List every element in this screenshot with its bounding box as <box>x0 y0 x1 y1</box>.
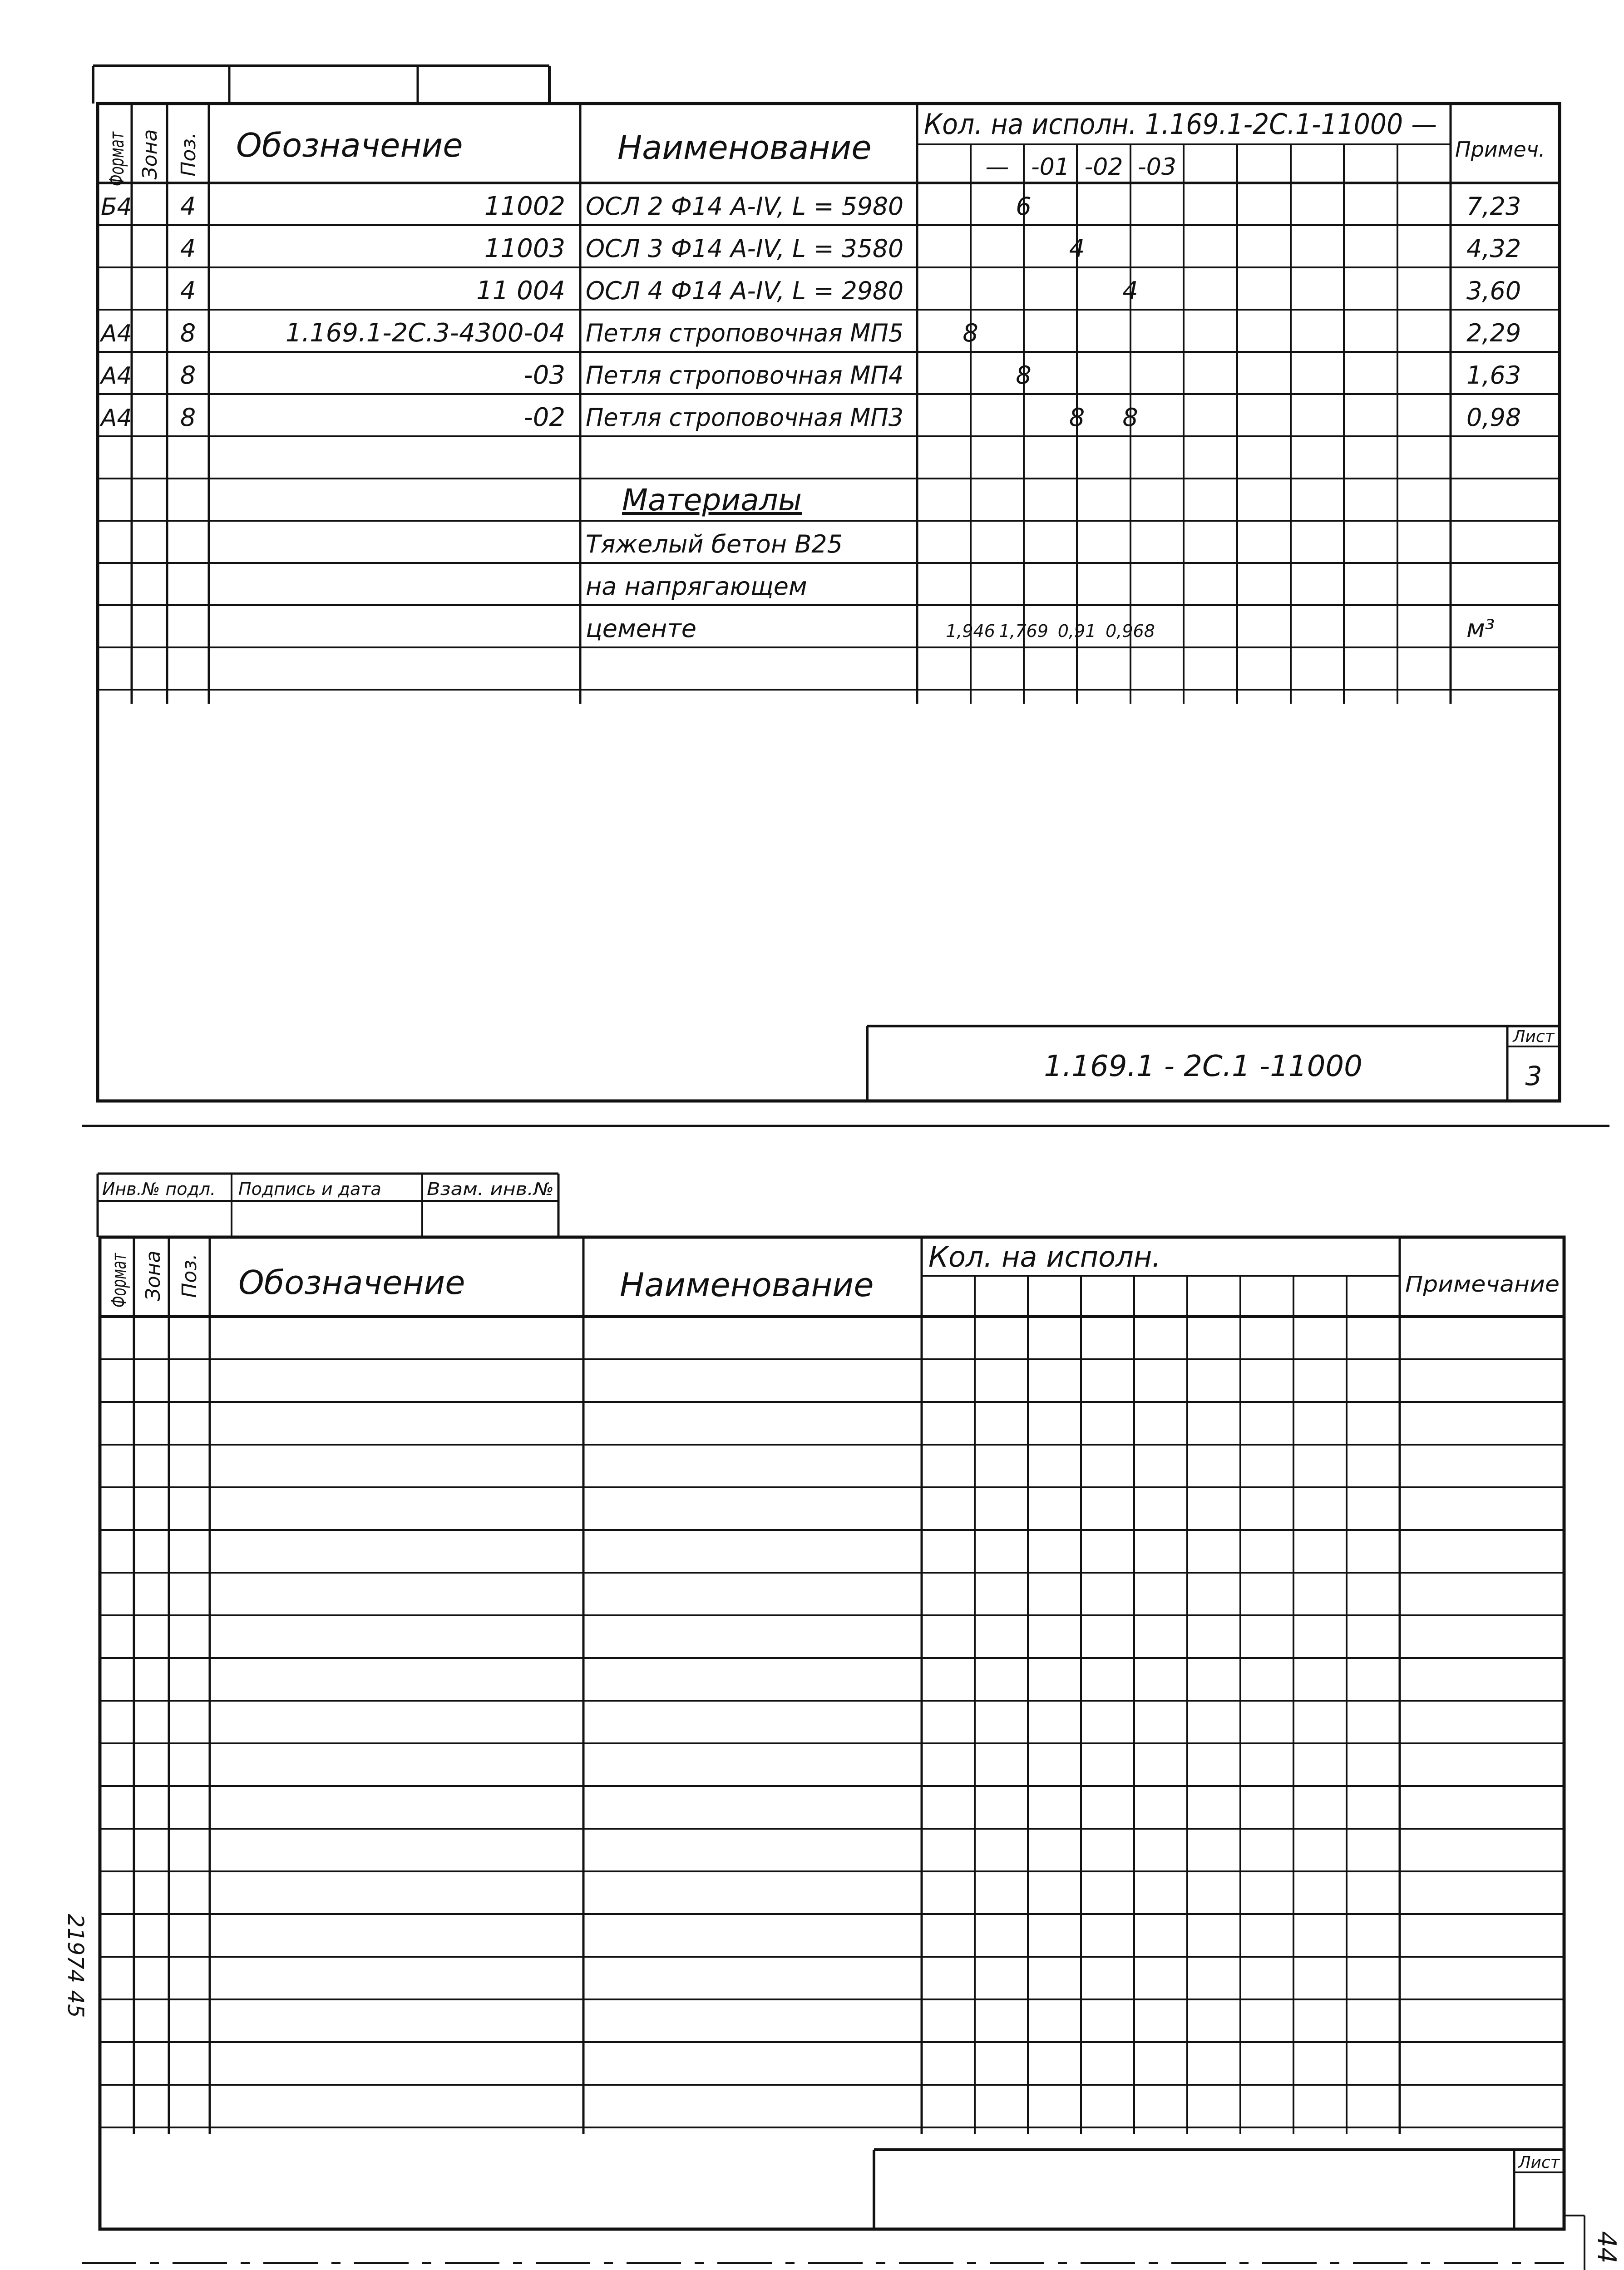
cell-format: А4 <box>101 362 132 390</box>
stamp-signature-date: Подпись и дата <box>238 1179 381 1199</box>
header-note: Примечание <box>1405 1272 1560 1297</box>
cell-note: 0,98 <box>1466 403 1521 432</box>
stamp-inv-no: Инв.№ подл. <box>102 1179 216 1199</box>
cell-qty: 1,946 <box>946 621 995 641</box>
cell-name: цементе <box>586 614 696 643</box>
cell-note: м³ <box>1466 614 1495 643</box>
cell-note: 2,29 <box>1466 319 1521 347</box>
cell-pos: 4 <box>180 234 196 263</box>
cell-note: 1,63 <box>1466 361 1521 390</box>
cell-qty: 4 <box>1069 234 1085 263</box>
cell-name: ОСЛ 4 Ф14 А-IV, L = 2980 <box>586 276 903 305</box>
cell-designation: 11 004 <box>476 276 565 306</box>
sheet-label: Лист <box>1513 1027 1555 1046</box>
cell-qty: 4 <box>1122 276 1138 305</box>
cell-designation: 11002 <box>484 192 565 221</box>
header-qty: Кол. на исполн. <box>928 1240 1161 1273</box>
cell-name: Тяжелый бетон В25 <box>586 530 843 558</box>
sheet-label: Лист <box>1518 2153 1560 2172</box>
cell-name: ОСЛ 3 Ф14 А-IV, L = 3580 <box>586 234 903 263</box>
cell-pos: 8 <box>180 361 196 390</box>
cell-note: 4,32 <box>1466 234 1521 263</box>
cell-qty: 8 <box>1122 403 1138 432</box>
variant-label: -02 <box>1084 153 1123 181</box>
cell-pos: 4 <box>180 276 196 305</box>
variant-label: — <box>985 153 1009 181</box>
section-title: Материалы <box>622 483 802 518</box>
cell-designation: -02 <box>523 403 565 432</box>
cell-pos: 8 <box>180 319 196 347</box>
header-zone: Зона <box>142 1250 165 1301</box>
stamp-replaced-inv: Взам. инв.№ <box>427 1179 554 1199</box>
cell-pos: 8 <box>180 403 196 432</box>
cell-pos: 4 <box>180 192 196 221</box>
cell-name: ОСЛ 2 Ф14 А-IV, L = 5980 <box>586 192 903 221</box>
cell-designation: 11003 <box>484 234 565 263</box>
cell-format: А4 <box>101 405 132 432</box>
header-pos: Поз. <box>178 1253 201 1298</box>
cell-designation: 1.169.1-2С.3-4300-04 <box>285 318 565 348</box>
page-number: 44 <box>1592 2231 1621 2264</box>
drawing-code: 1.169.1 - 2С.1 -11000 <box>1044 1050 1362 1083</box>
cell-qty: 1,769 <box>999 621 1048 641</box>
header-pos: Поз. <box>177 132 200 177</box>
header-qty: Кол. на исполн. 1.169.1-2С.1-11000 — <box>924 108 1437 141</box>
cell-qty: 0,968 <box>1106 621 1155 641</box>
cell-designation: -03 <box>523 360 565 390</box>
header-designation: Обозначение <box>238 1263 465 1302</box>
sheet-number: 3 <box>1525 1061 1542 1091</box>
margin-note: 21974 45 <box>63 1914 88 2018</box>
header-format: Формат <box>108 1226 131 1308</box>
header-designation: Обозначение <box>236 126 463 164</box>
variant-label: -03 <box>1138 153 1176 181</box>
cell-format: А4 <box>101 320 132 347</box>
frame-border <box>100 1226 1564 2229</box>
cell-name: Петля строповочная МП3 <box>586 403 903 432</box>
cell-qty: 6 <box>1016 192 1032 221</box>
cell-qty: 8 <box>1016 361 1032 390</box>
cell-qty: 8 <box>1069 403 1085 432</box>
cell-format: Б4 <box>101 193 132 221</box>
cell-qty: 0,91 <box>1057 621 1096 641</box>
cell-qty: 8 <box>963 319 978 347</box>
drawing-labels <box>63 105 1621 2264</box>
cell-name: на напрягающем <box>586 572 807 601</box>
cell-name: Петля строповочная МП4 <box>586 361 903 390</box>
header-zone: Зона <box>138 129 162 180</box>
header-note: Примеч. <box>1455 137 1545 162</box>
header-format: Формат <box>105 105 128 186</box>
variant-label: -01 <box>1031 153 1070 181</box>
cell-note: 7,23 <box>1466 192 1521 221</box>
drawing-frame <box>82 66 1609 2270</box>
header-name: Наименование <box>617 128 872 167</box>
cell-name: Петля строповочная МП5 <box>586 319 903 347</box>
header-name: Наименование <box>620 1266 874 1304</box>
cell-note: 3,60 <box>1466 276 1521 305</box>
